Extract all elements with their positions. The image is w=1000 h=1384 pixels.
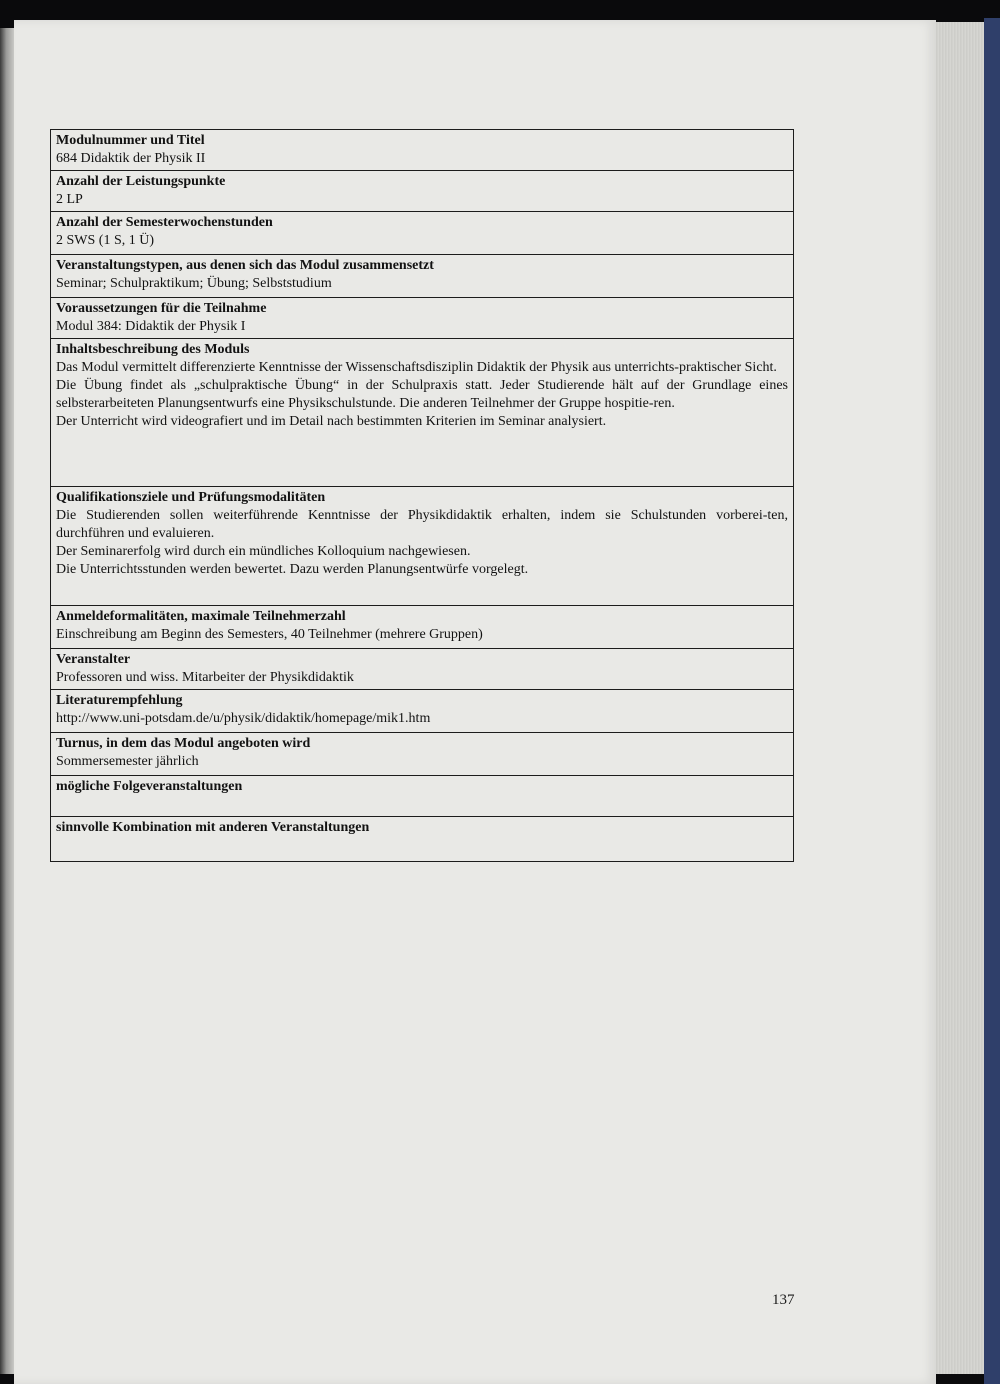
label-veranstaltungstypen: Veranstaltungstypen, aus denen sich das Modul zusammensetzt bbox=[56, 258, 434, 273]
module-table bbox=[50, 129, 794, 862]
value-modulnummer: 684 Didaktik der Physik II bbox=[56, 151, 206, 166]
label-inhaltsbeschreibung: Inhaltsbeschreibung des Moduls bbox=[56, 342, 250, 357]
label-semesterwochenstunden: Anzahl der Semesterwochenstunden bbox=[56, 215, 273, 230]
page-number: 137 bbox=[772, 1292, 795, 1308]
value-veranstalter: Professoren und wiss. Mitarbeiter der Physikdidaktik bbox=[56, 670, 354, 685]
row-veranstaltungstypen bbox=[51, 255, 794, 298]
paragraph-inhalt-3: Der Unterricht wird videografiert und im Detail nach bestimmten Kriterien im Seminar analysiert. bbox=[56, 414, 607, 429]
book-cover-edge bbox=[984, 18, 1000, 1384]
left-page-edge bbox=[0, 28, 14, 1374]
value-leistungspunkte: 2 LP bbox=[56, 192, 83, 207]
row-semesterwochenstunden bbox=[51, 212, 794, 255]
row-literaturempfehlung bbox=[51, 690, 794, 733]
paragraph-inhalt-1: Das Modul vermittelt differenzierte Kenntnisse der Wissenschaftsdisziplin Didaktik der Physik aus unterrichts-praktischer Sicht. bbox=[56, 360, 777, 375]
row-modulnummer bbox=[51, 130, 794, 171]
label-veranstalter: Veranstalter bbox=[56, 652, 131, 667]
paragraph-qualifikation-3: Die Unterrichtsstunden werden bewertet. Dazu werden Planungsentwürfe vorgelegt. bbox=[56, 562, 529, 577]
label-turnus: Turnus, in dem das Modul angeboten wird bbox=[56, 736, 311, 751]
row-veranstalter bbox=[51, 649, 794, 690]
paragraph-inhalt-2: Die Übung findet als „schulpraktische Übung“ in der Schulpraxis statt. Jeder Studierende hält auf der Grundlage eines selbsterarbeiteten Planungsentwurfs eine Physikschulstunde. Die anderen Teilnehmer der Gruppe hospitie-ren. bbox=[56, 378, 788, 411]
row-voraussetzungen bbox=[51, 298, 794, 339]
value-semesterwochenstunden: 2 SWS (1 S, 1 Ü) bbox=[56, 233, 155, 248]
label-modulnummer: Modulnummer und Titel bbox=[56, 133, 205, 148]
label-voraussetzungen: Voraussetzungen für die Teilnahme bbox=[56, 301, 267, 316]
row-qualifikationsziele bbox=[51, 487, 794, 606]
label-leistungspunkte: Anzahl der Leistungspunkte bbox=[56, 174, 226, 189]
label-kombination: sinnvolle Kombination mit anderen Veranstaltungen bbox=[56, 820, 370, 835]
value-anmeldeformalitaeten: Einschreibung am Beginn des Semesters, 40 Teilnehmer (mehrere Gruppen) bbox=[56, 627, 483, 642]
row-kombination bbox=[51, 817, 794, 862]
label-literaturempfehlung: Literaturempfehlung bbox=[56, 693, 183, 708]
label-anmeldeformalitaeten: Anmeldeformalitäten, maximale Teilnehmerzahl bbox=[56, 609, 346, 624]
row-inhaltsbeschreibung bbox=[51, 339, 794, 487]
value-literaturempfehlung: http://www.uni-potsdam.de/u/physik/didaktik/homepage/mik1.htm bbox=[56, 711, 431, 726]
paragraph-qualifikation-2: Der Seminarerfolg wird durch ein mündliches Kolloquium nachgewiesen. bbox=[56, 544, 471, 559]
row-turnus bbox=[51, 733, 794, 776]
row-anmeldeformalitaeten bbox=[51, 606, 794, 649]
page-stack-edge bbox=[936, 22, 990, 1374]
label-folgeveranstaltungen: mögliche Folgeveranstaltungen bbox=[56, 779, 243, 794]
label-qualifikationsziele: Qualifikationsziele und Prüfungsmodalitäten bbox=[56, 490, 326, 505]
row-folgeveranstaltungen bbox=[51, 776, 794, 817]
row-leistungspunkte bbox=[51, 171, 794, 212]
value-voraussetzungen: Modul 384: Didaktik der Physik I bbox=[56, 319, 246, 334]
value-turnus: Sommersemester jährlich bbox=[56, 754, 199, 769]
value-veranstaltungstypen: Seminar; Schulpraktikum; Übung; Selbststudium bbox=[56, 276, 332, 291]
paragraph-qualifikation-1: Die Studierenden sollen weiterführende Kenntnisse der Physikdidaktik erhalten, indem sie Schulstunden vorberei-ten, durchführen und evaluieren. bbox=[56, 508, 788, 541]
